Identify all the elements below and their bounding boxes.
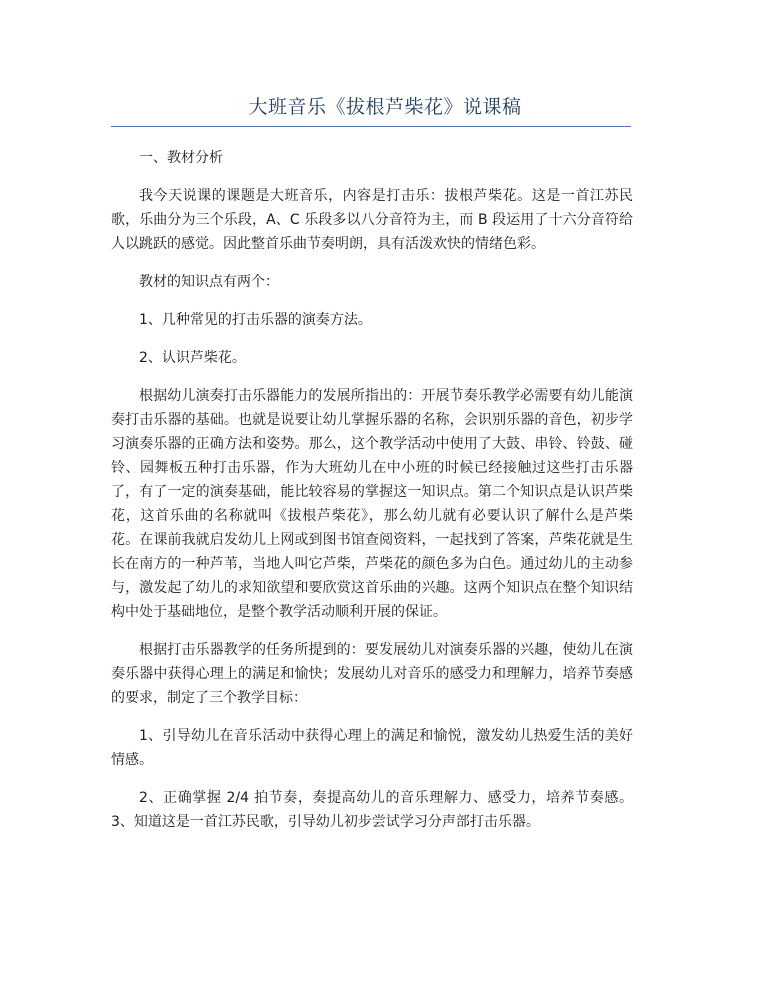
list-item-goal-2-3: 2、正确掌握 2/4 拍节奏，奏提高幼儿的音乐理解力、感受力，培养节奏感。3、知道这是一首江苏民歌，引导幼儿初步尝试学习分声部打击乐器。 (111, 790, 633, 830)
document-body (111, 146, 633, 834)
paragraph-knowledge-points: 教材的知识点有两个： (139, 274, 279, 290)
list-item-knowledge-2: 2、认识芦柴花。 (139, 350, 246, 366)
paragraph-course-topic: 我今天说课的课题是大班音乐，内容是打击乐：拔根芦柴花。这是一首江苏民歌，乐曲分为三个乐段，A、C 乐段多以八分音符为主，而 B 段运用了十六分音符给人以跳跃的感觉。因此整首乐曲节奏明朗，具有活泼欢快的情绪色彩。 (111, 188, 633, 252)
document-title: 大班音乐《拔根芦柴花》说课稿 (248, 96, 522, 118)
list-item-goal-1: 1、引导幼儿在音乐活动中获得心理上的满足和愉悦，激发幼儿热爱生活的美好情感。 (111, 728, 633, 768)
paragraph-teaching-goals: 根据打击乐器教学的任务所提到的：要发展幼儿对演奏乐器的兴趣，使幼儿在演奏乐器中获得心理上的满足和愉快；发展幼儿对音乐的感受力和理解力，培养节奏感的要求，制定了三个教学目标： (111, 642, 633, 706)
paragraph-instrument-basis: 根据幼儿演奏打击乐器能力的发展所指出的：开展节奏乐教学必需要有幼儿能演奏打击乐器的基础。也就是说要让幼儿掌握乐器的名称，会识别乐器的音色，初步学习演奏乐器的正确方法和姿势。那么，这个教学活动中使用了大鼓、串铃、铃鼓、碰铃、园舞板五种打击乐器，作为大班幼儿在中小班的时候已经接触过这些打击乐器了，有了一定的演奏基础，能比较容易的掌握这一知识点。第二个知识点是认识芦柴花，这首乐曲的名称就叫《拔根芦柴花》，那么幼儿就有必要认识了解什么是芦柴花。在课前我就启发幼儿上网或到图书馆查阅资料，一起找到了答案，芦柴花就是生长在南方的一种芦苇，当地人叫它芦柴，芦柴花的颜色多为白色。通过幼儿的主动参与，激发起了幼儿的求知欲望和要欣赏这首乐曲的兴趣。这两个知识点在整个知识结构中处于基础地位，是整个教学活动顺利开展的保证。 (111, 388, 633, 620)
title-underline (111, 126, 631, 127)
list-item-knowledge-1: 1、几种常见的打击乐器的演奏方法。 (139, 312, 372, 328)
section-heading: 一、教材分析 (139, 150, 223, 166)
